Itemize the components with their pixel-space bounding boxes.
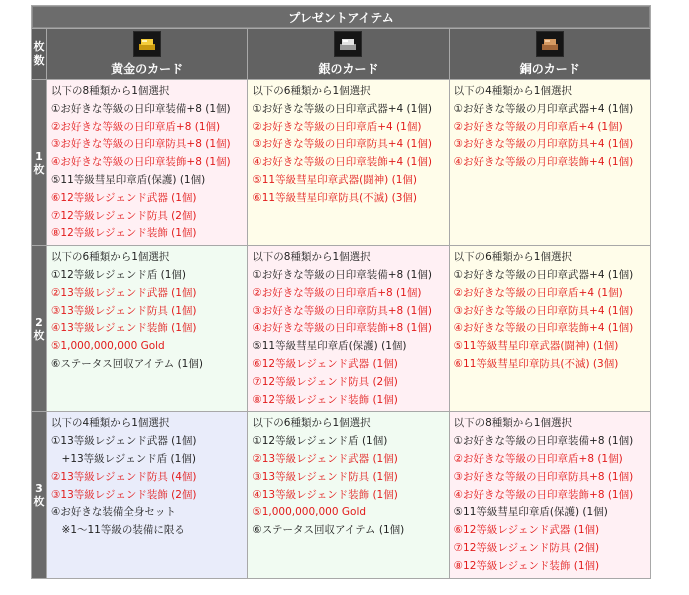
reward-cell xyxy=(248,412,448,577)
reward-cell xyxy=(47,246,247,411)
reward-line: ②13等級レジェンド武器 (1個) xyxy=(51,286,197,299)
reward-line: ※1～11等級の装備に限る xyxy=(51,524,185,537)
reward-line: ⑥ステータス回収アイテム (1個) xyxy=(51,357,203,370)
reward-line: ②お好きな等級の日印章盾+4 (1個) xyxy=(252,120,422,133)
reward-line: ⑥11等級彗星印章防具(不滅) (3個) xyxy=(252,191,417,204)
reward-cell xyxy=(450,246,650,411)
reward-line: ⑧12等級レジェンド装飾 (1個) xyxy=(252,393,398,406)
present-item-table xyxy=(31,5,651,579)
silver-card-header xyxy=(248,29,448,79)
row-count-label: 1 枚 xyxy=(33,149,45,176)
reward-line: ①お好きな等級の日印章装備+8 (1個) xyxy=(51,102,231,115)
table-row xyxy=(32,412,650,577)
gold-card-icon xyxy=(133,31,161,57)
reward-line: ①お好きな等級の日印章武器+4 (1個) xyxy=(453,268,634,281)
row-count-label: 2 枚 xyxy=(33,315,45,342)
reward-line: ①お好きな等級の日印章武器+4 (1個) xyxy=(252,102,432,115)
bronze-card-icon xyxy=(536,31,564,57)
reward-line: ①12等級レジェンド盾 (1個) xyxy=(252,435,388,448)
reward-line: 以下の8種類から1個選択 xyxy=(453,417,572,430)
reward-line: 以下の6種類から1個選択 xyxy=(453,251,572,264)
reward-line: ①13等級レジェンド武器 (1個) xyxy=(51,435,197,448)
reward-line: ③お好きな等級の月印章防具+4 (1個) xyxy=(453,138,634,151)
reward-line: ⑤11等級彗星印章武器(闘神) (1個) xyxy=(453,340,619,353)
present-item-table-wrapper xyxy=(31,5,651,579)
reward-line: ②お好きな等級の日印章盾+8 (1個) xyxy=(51,120,221,133)
count-header xyxy=(32,29,46,79)
reward-line: ③お好きな等級の日印章防具+8 (1個) xyxy=(51,138,231,151)
reward-line: ⑥12等級レジェンド武器 (1個) xyxy=(252,357,398,370)
reward-line: ③お好きな等級の日印章防具+4 (1個) xyxy=(453,304,634,317)
table-title: プレゼントアイテム xyxy=(32,6,650,28)
reward-line: ③13等級レジェンド装飾 (2個) xyxy=(51,488,197,501)
reward-line: +13等級レジェンド盾 (1個) xyxy=(51,452,196,465)
reward-line: ⑥12等級レジェンド武器 (1個) xyxy=(453,524,600,537)
reward-line: 以下の8種類から1個選択 xyxy=(51,85,170,97)
reward-cell xyxy=(450,80,650,245)
gold-card-label: 黄金のカード xyxy=(111,62,184,76)
reward-line: ④お好きな等級の月印章装飾+4 (1個) xyxy=(453,156,634,169)
reward-line: ③お好きな等級の日印章防具+8 (1個) xyxy=(453,470,634,483)
reward-line: ③13等級レジェンド防具 (1個) xyxy=(51,304,197,317)
count-header-label: 枚 数 xyxy=(33,40,45,67)
row-count-1 xyxy=(32,80,46,245)
reward-line: 以下の8種類から1個選択 xyxy=(252,251,371,264)
reward-line: ⑥12等級レジェンド武器 (1個) xyxy=(51,191,197,204)
reward-line: ⑤11等級彗星印章盾(保護) (1個) xyxy=(252,340,407,353)
reward-line: ②お好きな等級の日印章盾+8 (1個) xyxy=(252,286,422,299)
reward-line: ⑤11等級彗星印章盾(保護) (1個) xyxy=(453,506,608,519)
reward-line: ②13等級レジェンド防具 (4個) xyxy=(51,470,197,483)
reward-line: ④13等級レジェンド装飾 (1個) xyxy=(51,322,197,335)
reward-line: 以下の4種類から1個選択 xyxy=(51,417,170,430)
reward-line: ⑦12等級レジェンド防具 (2個) xyxy=(252,375,398,388)
reward-line: ④13等級レジェンド装飾 (1個) xyxy=(252,488,398,501)
reward-line: ⑧12等級レジェンド装飾 (1個) xyxy=(51,227,197,240)
gold-card-header xyxy=(47,29,247,79)
silver-card-icon xyxy=(334,31,362,57)
reward-line: 以下の6種類から1個選択 xyxy=(252,417,371,430)
bronze-card-header xyxy=(450,29,650,79)
reward-line: ⑦12等級レジェンド防具 (2個) xyxy=(51,209,197,222)
reward-line: ④お好きな装備全身セット xyxy=(51,506,176,519)
reward-line: ④お好きな等級の日印章装飾+8 (1個) xyxy=(51,156,231,169)
reward-line: ④お好きな等級の日印章装飾+4 (1個) xyxy=(453,322,634,335)
row-count-3 xyxy=(32,412,46,577)
reward-line: 以下の6種類から1個選択 xyxy=(252,85,371,97)
reward-line: ③お好きな等級の日印章防具+8 (1個) xyxy=(252,304,432,317)
reward-line: ①お好きな等級の月印章武器+4 (1個) xyxy=(453,102,634,115)
row-count-2 xyxy=(32,246,46,411)
reward-line: 以下の4種類から1個選択 xyxy=(453,85,572,97)
reward-line: 以下の6種類から1個選択 xyxy=(51,251,170,264)
reward-line: ②13等級レジェンド武器 (1個) xyxy=(252,452,398,465)
silver-card-label: 銀のカード xyxy=(318,62,379,76)
table-row xyxy=(32,80,650,245)
reward-line: ⑤11等級彗星印章武器(闘神) (1個) xyxy=(252,173,417,186)
bronze-card-label: 銅のカード xyxy=(519,62,580,76)
reward-line: ②お好きな等級の月印章盾+4 (1個) xyxy=(453,120,623,133)
reward-line: ①お好きな等級の日印章装備+8 (1個) xyxy=(453,435,634,448)
reward-line: ③お好きな等級の日印章防具+4 (1個) xyxy=(252,138,432,151)
reward-line: ①12等級レジェンド盾 (1個) xyxy=(51,268,187,281)
reward-line: ②お好きな等級の日印章盾+4 (1個) xyxy=(453,286,623,299)
reward-line: ⑥ステータス回収アイテム (1個) xyxy=(252,524,405,537)
reward-line: ④お好きな等級の日印章装飾+8 (1個) xyxy=(453,488,634,501)
reward-line: ⑥11等級彗星印章防具(不滅) (3個) xyxy=(453,357,619,370)
reward-line: ④お好きな等級の日印章装飾+4 (1個) xyxy=(252,156,432,169)
reward-line: ④お好きな等級の日印章装飾+8 (1個) xyxy=(252,322,432,335)
reward-line: ⑤11等級彗星印章盾(保護) (1個) xyxy=(51,173,206,186)
row-count-label: 3 枚 xyxy=(33,481,45,508)
reward-line: ②お好きな等級の日印章盾+8 (1個) xyxy=(453,452,623,465)
reward-cell xyxy=(47,412,247,577)
reward-line: ⑧12等級レジェンド装飾 (1個) xyxy=(453,559,600,572)
reward-line: ⑤1,000,000,000 Gold xyxy=(51,340,165,353)
reward-line: ③13等級レジェンド防具 (1個) xyxy=(252,470,398,483)
reward-cell xyxy=(450,412,650,577)
reward-line: ⑤1,000,000,000 Gold xyxy=(252,506,367,519)
reward-cell xyxy=(248,80,448,245)
reward-cell xyxy=(47,80,247,245)
reward-line: ⑦12等級レジェンド防具 (2個) xyxy=(453,541,600,554)
reward-line: ①お好きな等級の日印章装備+8 (1個) xyxy=(252,268,432,281)
table-row xyxy=(32,246,650,411)
reward-cell xyxy=(248,246,448,411)
